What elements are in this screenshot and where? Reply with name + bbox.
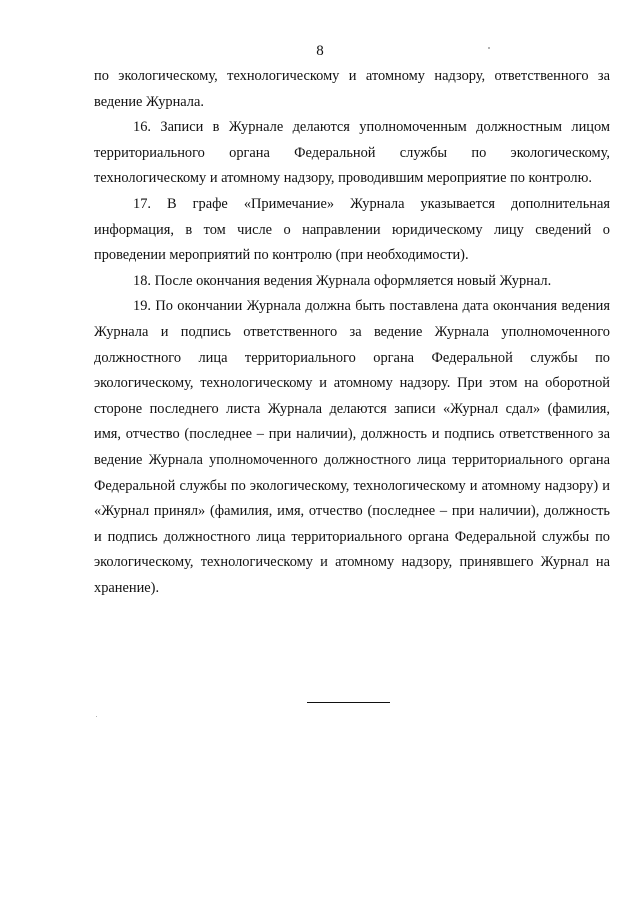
- paragraph-18: 18. После окончания ведения Журнала оформляется новый Журнал.: [133, 272, 552, 289]
- paragraph-17: 17. В графе «Примечание» Журнала указывается дополнительная информация, в том числе о направлении юридическому лицу сведений о проведении мероприятий по контролю (при необходимости).: [94, 195, 610, 264]
- document-body: [94, 64, 610, 601]
- paragraph-16: 16. Записи в Журнале делаются уполномоченным должностным лицом территориального органа Федеральной службы по экологическому, технологическому и атомному надзору, проводившим мероприятие по контролю.: [94, 119, 610, 187]
- page-number: 8: [316, 43, 324, 59]
- scan-speck: [488, 47, 490, 49]
- scan-speck: [96, 716, 97, 717]
- closing-rule: [307, 702, 390, 703]
- paragraph-continuation: по экологическому, технологическому и атомному надзору, ответственного за ведение Журнала.: [94, 68, 610, 110]
- paragraph-19: 19. По окончании Журнала должна быть поставлена дата окончания ведения Журнала и подпись ответственного за ведение Журнала уполномоченного должностного лица территориального органа Федеральной службы по экологическому, технологическому и атомному надзору. При этом на оборотной стороне последнего листа Журнала делаются записи «Журнал сдал» (фамилия, имя, отчество (последнее – при наличии), должность и подпись ответственного за ведение Журнала уполномоченного должностного лица территориального органа Федеральной службы по экологическому, технологическому и атомному надзору) и «Журнал принял» (фамилия, имя, отчество (последнее – при наличии), должность и подпись должностного лица территориального органа Федеральной службы по экологическому, технологическому и атомному надзору, принявшего Журнал на хранение).: [94, 298, 610, 596]
